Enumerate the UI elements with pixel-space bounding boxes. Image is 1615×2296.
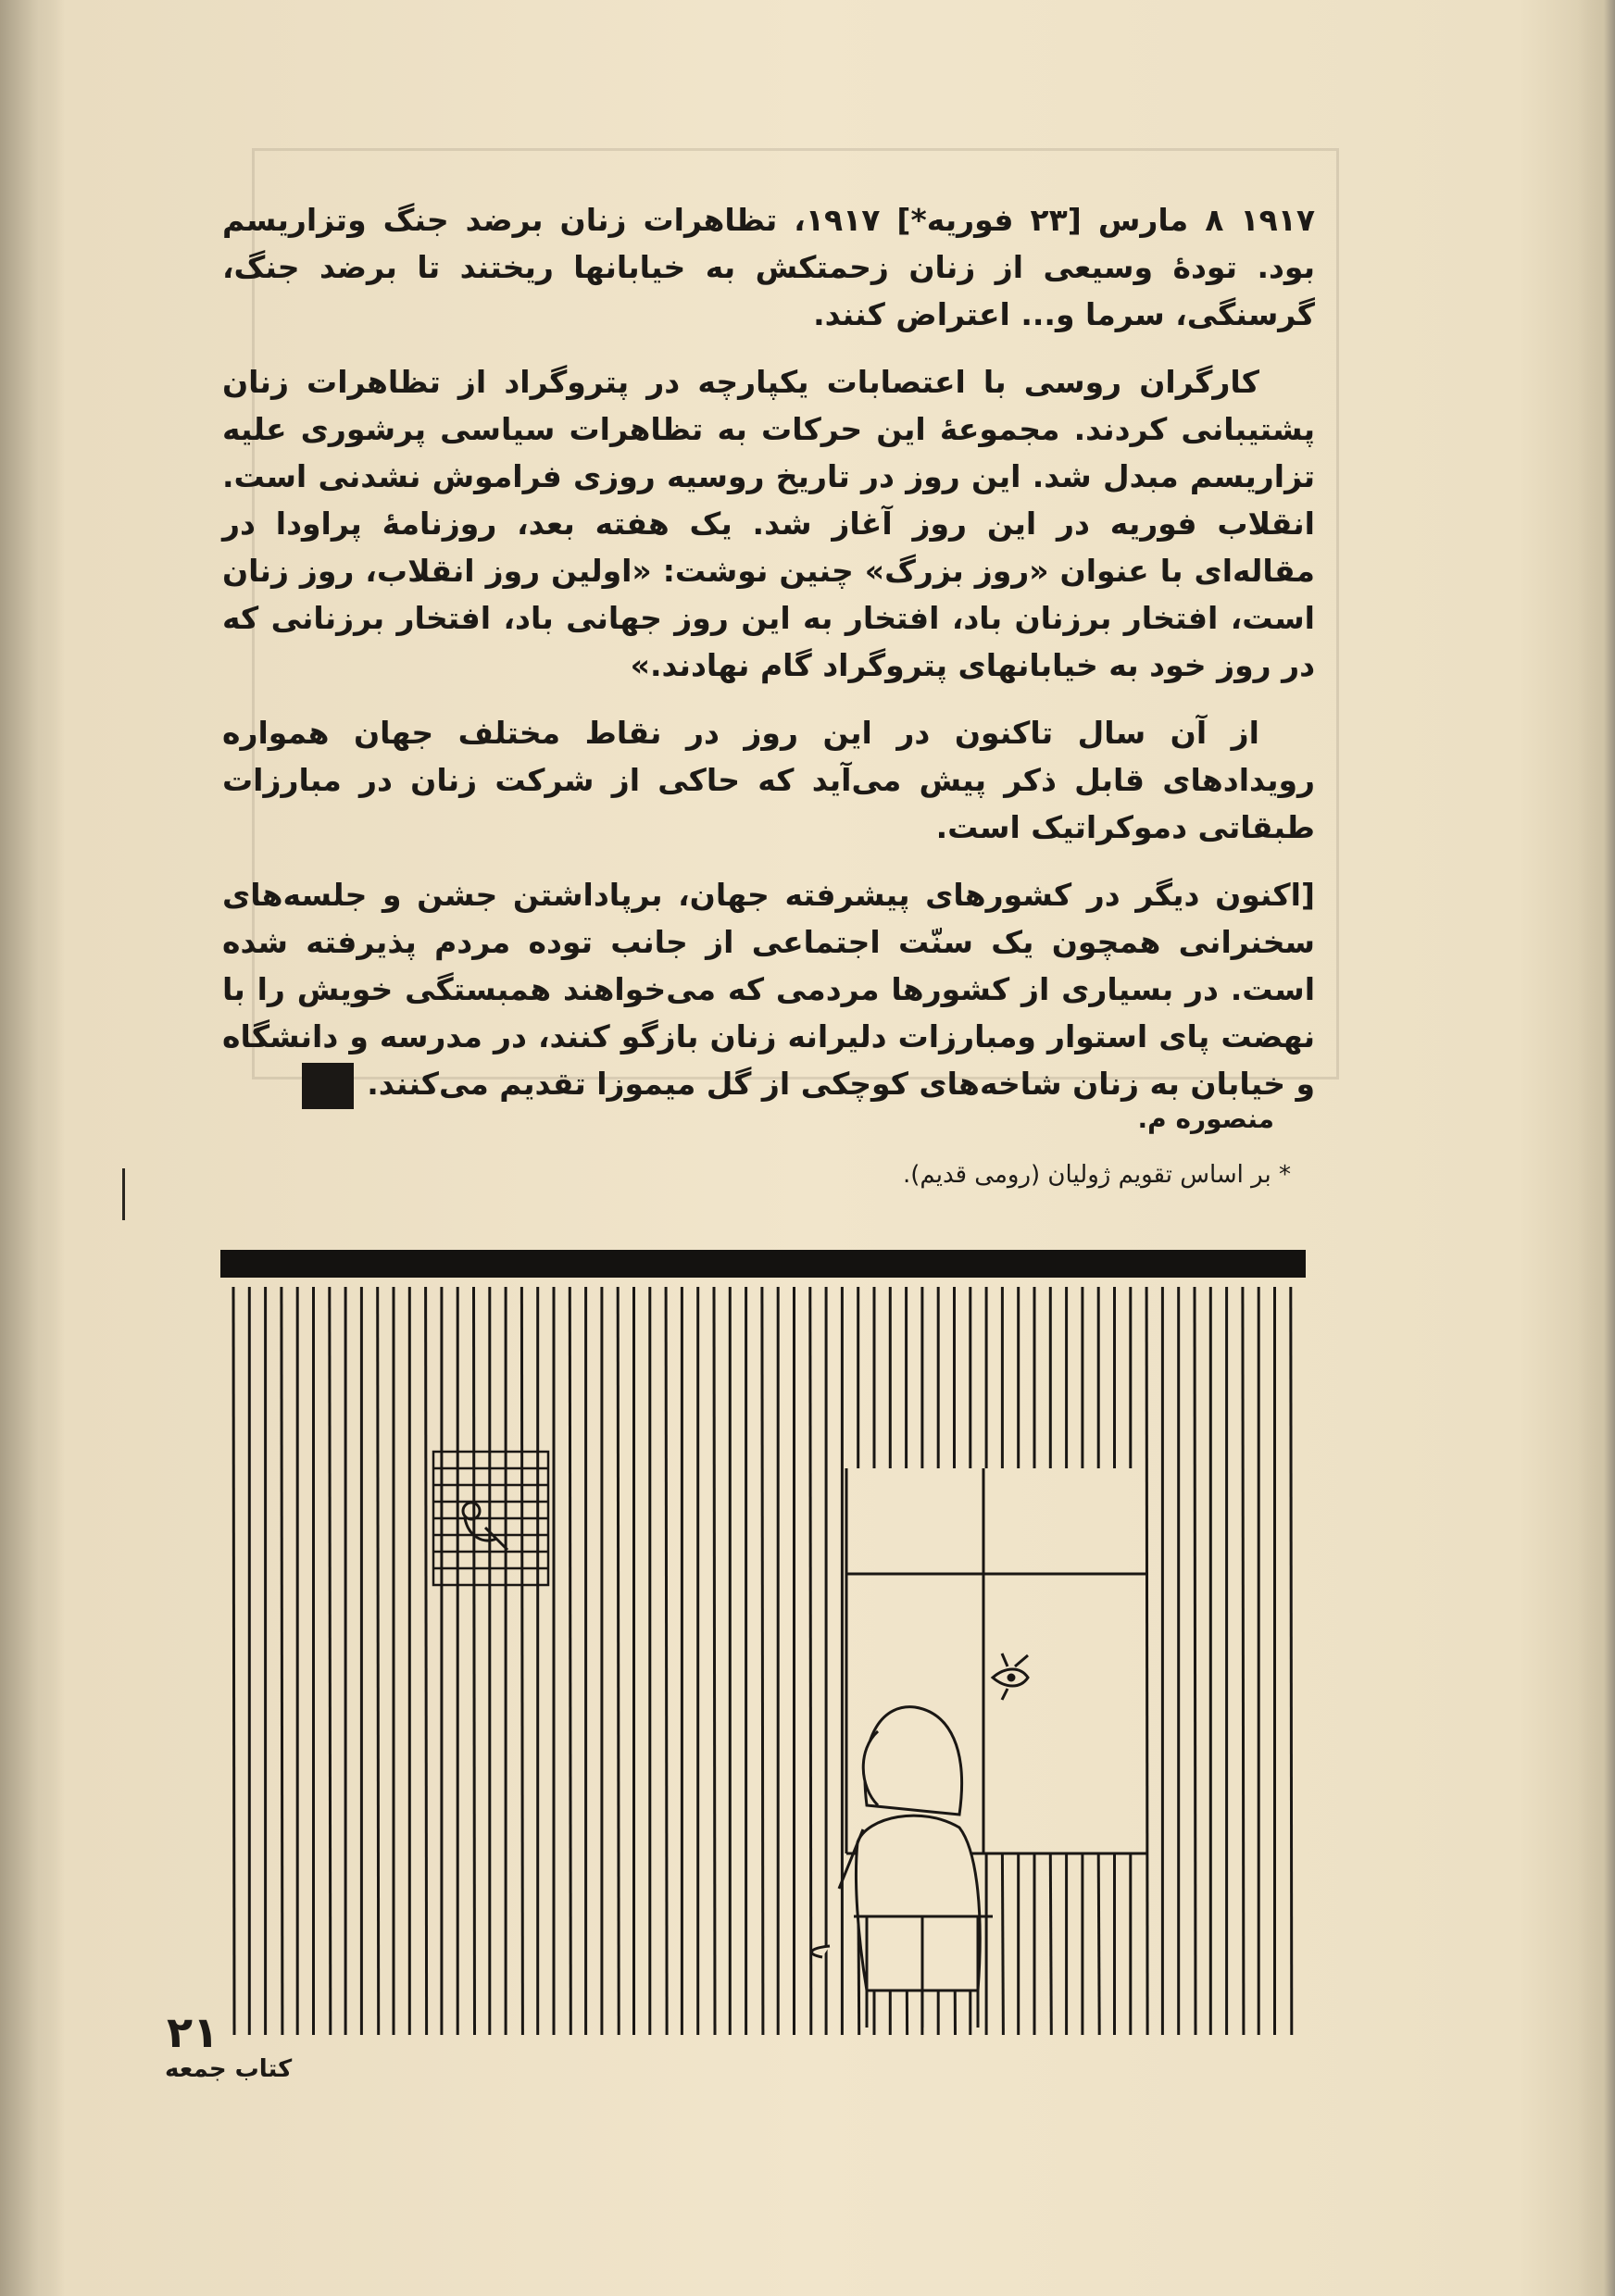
prison-bar [714, 1287, 715, 2035]
illustration-woman-behind-bars [219, 1250, 1307, 2039]
prison-bar [330, 1287, 331, 2035]
prison-bar [1050, 1853, 1051, 2035]
article-body [222, 196, 1315, 1129]
prison-bar [474, 1287, 475, 2035]
prison-bar [1002, 1853, 1003, 2035]
end-of-article-mark [302, 1063, 354, 1109]
page-right-shadow [1578, 0, 1615, 2296]
author-signature: منصوره م. [1137, 1104, 1274, 1134]
paragraph-1: ۱۹۱۷ ۸ مارس [۲۳ فوریه*] ۱۹۱۷، تظاهرات زنان برضد جنگ وتزاریسم بود. تودهٔ وسیعی از زنان زحمتکش به خیابانها ریختند تا برضد جنگ، گرسنگی، سرما و... اعتراض کنند. [222, 202, 1315, 332]
prison-bar [426, 1287, 427, 2035]
prison-bar [1195, 1287, 1196, 2035]
prison-bar [762, 1287, 763, 2035]
bird-in-cage-icon [463, 1503, 507, 1550]
prison-bar [521, 1287, 522, 2035]
prison-bar [233, 1287, 234, 2035]
margin-mark [122, 1168, 125, 1220]
paragraph-4-text: [اکنون دیگر در کشورهای پیشرفته جهان، برپاداشتن جشن و جلسه‌های سخنرانی همچون یک سنّت اجتماعی از جانب توده مردم پذیرفته شده است. در بسیاری از کشورها مردمی که می‌خواهند همبستگی خویش را با نهضت پای استوار ومبارزات دلیرانه زنان بازگو کنند، در مدرسه و دانشگاه و خیابان به زنان شاخه‌های کوچکی از گل میموزا تقدیم می‌کنند. [222, 877, 1315, 1102]
journal-name: کتاب جمعه [165, 2055, 293, 2083]
woman-figure [811, 1707, 980, 1990]
prison-bar [810, 1287, 811, 2035]
flying-bird-icon [993, 1653, 1028, 1700]
page-left-shadow [0, 0, 65, 2296]
illustration-top-bar [220, 1250, 1306, 1278]
prison-bars [233, 1287, 1292, 2035]
prison-bar [618, 1287, 619, 2035]
footnote: * بر اساس تقویم ژولیان (رومی قدیم). [903, 1161, 1291, 1189]
prison-bar [666, 1287, 667, 2035]
prison-bar [1291, 1287, 1292, 2035]
paragraph-3: از آن سال تاکنون در این روز در نقاط مختلف جهان همواره رویدادهای قابل ذکر پیش می‌آید که حاکی از شرکت زنان در مبارزات طبقاتی دموکراتیک است. [222, 715, 1315, 845]
prison-bar [378, 1287, 379, 2035]
prison-bar [1098, 1853, 1099, 2035]
prison-bar [1146, 1287, 1147, 2035]
prison-bar [1243, 1287, 1244, 2035]
paragraph-2: کارگران روسی با اعتصابات یکپارچه در پتروگراد از تظاهرات زنان پشتیبانی کردند. مجموعهٔ این حرکات به تظاهرات سیاسی پرشوری علیه تزاریسم مبدل شد. این روز در تاریخ روسیه روزی فراموش نشدنی است. انقلاب فوریه در این روز آغاز شد. یک هفته بعد، روزنامهٔ پراودا در مقاله‌ای با عنوان «روز بزرگ» چنین نوشت: «اولین روز انقلاب، روز زنان است، افتخار برزنان باد، افتخار به این روز جهانی باد، افتخار برزنانی که در روز خود به خیابانهای پتروگراد گام نهادند.» [222, 364, 1315, 683]
paragraph-4 [222, 871, 1315, 1109]
page-number: ۲۱ [167, 2007, 219, 2057]
